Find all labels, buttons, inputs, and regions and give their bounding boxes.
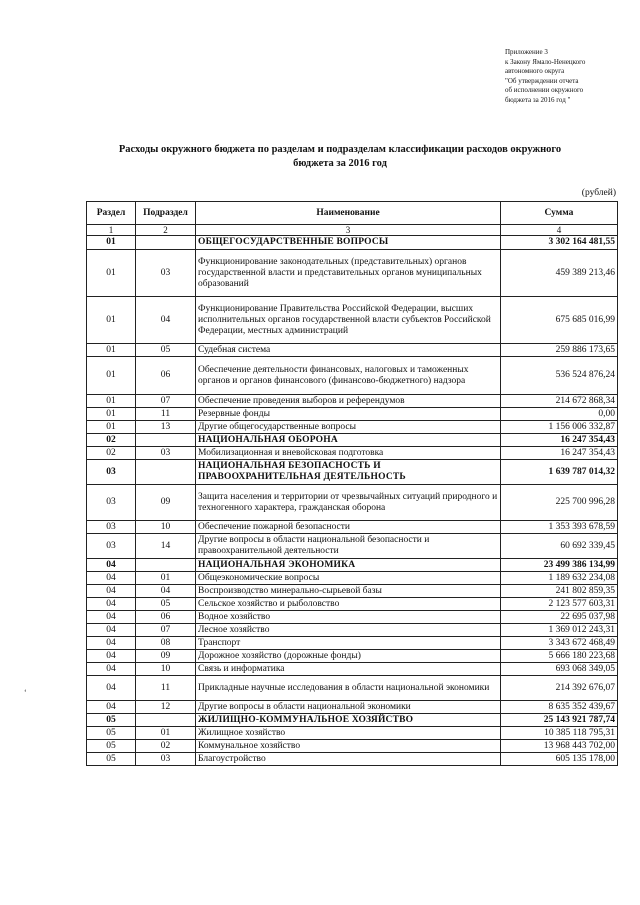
amount: 10 385 118 795,31 xyxy=(501,727,618,740)
item-name: НАЦИОНАЛЬНАЯ ЭКОНОМИКА xyxy=(196,559,501,572)
item-name: Резервные фонды xyxy=(196,408,501,421)
section-code: 04 xyxy=(87,663,136,676)
item-name: Другие вопросы в области национальной экономики xyxy=(196,701,501,714)
amount: 60 692 339,45 xyxy=(501,534,618,559)
amount: 2 123 577 603,31 xyxy=(501,598,618,611)
amount: 5 666 180 223,68 xyxy=(501,650,618,663)
table-row xyxy=(87,650,618,663)
table-row xyxy=(87,624,618,637)
document-title xyxy=(80,143,600,171)
table-row xyxy=(87,250,618,297)
subsection-code: 05 xyxy=(136,598,196,611)
item-name: Функционирование законодательных (представительных) органов государственной власти и представительных органов муниципальных образований xyxy=(196,250,501,297)
margin-mark: ‘ xyxy=(24,688,27,697)
item-name: Обеспечение проведения выборов и референдумов xyxy=(196,395,501,408)
section-code: 03 xyxy=(87,534,136,559)
table-row xyxy=(87,395,618,408)
section-code: 03 xyxy=(87,485,136,521)
amount: 1 189 632 234,08 xyxy=(501,572,618,585)
item-name: Связь и информатика xyxy=(196,663,501,676)
item-name: Общеэкономические вопросы xyxy=(196,572,501,585)
item-name: Мобилизационная и вневойсковая подготовка xyxy=(196,447,501,460)
amount: 0,00 xyxy=(501,408,618,421)
subsection-code: 11 xyxy=(136,408,196,421)
amount: 214 392 676,07 xyxy=(501,676,618,701)
item-name: Обеспечение деятельности финансовых, налоговых и таможенных органов и органов финансового (финансово-бюджетного) надзора xyxy=(196,357,501,395)
header-subsection: Подраздел xyxy=(136,202,196,225)
subsection-code: 13 xyxy=(136,421,196,434)
subsection-code: 01 xyxy=(136,572,196,585)
amount: 241 802 859,35 xyxy=(501,585,618,598)
amount: 605 135 178,00 xyxy=(501,753,618,766)
section-code: 01 xyxy=(87,297,136,344)
units-label: (рублей) xyxy=(581,188,616,198)
amount: 13 968 443 702,00 xyxy=(501,740,618,753)
amount: 3 302 164 481,55 xyxy=(501,236,618,250)
item-name: Судебная система xyxy=(196,344,501,357)
section-code: 02 xyxy=(87,447,136,460)
amount: 675 685 016,99 xyxy=(501,297,618,344)
amount: 16 247 354,43 xyxy=(501,447,618,460)
column-number: 1 xyxy=(87,225,136,236)
section-code: 01 xyxy=(87,408,136,421)
column-number: 4 xyxy=(501,225,618,236)
table-row xyxy=(87,753,618,766)
header-name: Наименование xyxy=(196,202,501,225)
section-code: 01 xyxy=(87,250,136,297)
expenditure-table xyxy=(86,201,618,766)
item-name: Транспорт xyxy=(196,637,501,650)
section-code: 04 xyxy=(87,701,136,714)
subsection-code: 11 xyxy=(136,676,196,701)
subsection-code: 03 xyxy=(136,753,196,766)
appendix-line: бюджета за 2016 год " xyxy=(505,95,571,104)
table-row xyxy=(87,585,618,598)
item-name: Воспроизводство минерально-сырьевой базы xyxy=(196,585,501,598)
amount: 1 156 006 332,87 xyxy=(501,421,618,434)
section-code: 04 xyxy=(87,572,136,585)
amount: 25 143 921 787,74 xyxy=(501,714,618,727)
section-code: 02 xyxy=(87,434,136,447)
subsection-code: 09 xyxy=(136,650,196,663)
section-code: 04 xyxy=(87,637,136,650)
subsection-code: 06 xyxy=(136,357,196,395)
section-code: 04 xyxy=(87,624,136,637)
amount: 8 635 352 439,67 xyxy=(501,701,618,714)
item-name: Лесное хозяйство xyxy=(196,624,501,637)
appendix-line: об исполнении окружного xyxy=(505,86,584,95)
amount: 16 247 354,43 xyxy=(501,434,618,447)
appendix-line: Приложение 3 xyxy=(505,48,548,56)
table-row xyxy=(87,521,618,534)
item-name: НАЦИОНАЛЬНАЯ БЕЗОПАСНОСТЬ И ПРАВООХРАНИТЕЛЬНАЯ ДЕЯТЕЛЬНОСТЬ xyxy=(196,460,501,485)
column-number: 2 xyxy=(136,225,196,236)
subsection-code xyxy=(136,434,196,447)
table-row xyxy=(87,408,618,421)
header-amount: Сумма xyxy=(501,202,618,225)
amount: 22 695 037,98 xyxy=(501,611,618,624)
subsection-code xyxy=(136,714,196,727)
item-name: Другие общегосударственные вопросы xyxy=(196,421,501,434)
section-code: 01 xyxy=(87,395,136,408)
amount: 23 499 386 134,99 xyxy=(501,559,618,572)
title-line-1: Расходы окружного бюджета по разделам и подразделам классификации расходов окружного xyxy=(118,144,562,155)
table-row xyxy=(87,297,618,344)
section-code: 04 xyxy=(87,585,136,598)
subsection-code: 03 xyxy=(136,447,196,460)
table-row xyxy=(87,344,618,357)
section-row xyxy=(87,714,618,727)
subsection-code: 10 xyxy=(136,521,196,534)
subsection-code: 03 xyxy=(136,250,196,297)
table-row xyxy=(87,663,618,676)
subsection-code xyxy=(136,559,196,572)
section-code: 01 xyxy=(87,236,136,250)
section-code: 04 xyxy=(87,559,136,572)
section-code: 01 xyxy=(87,421,136,434)
amount: 225 700 996,28 xyxy=(501,485,618,521)
section-code: 04 xyxy=(87,650,136,663)
item-name: Дорожное хозяйство (дорожные фонды) xyxy=(196,650,501,663)
amount: 1 639 787 014,32 xyxy=(501,460,618,485)
table-row xyxy=(87,598,618,611)
amount: 536 524 876,24 xyxy=(501,357,618,395)
column-number: 3 xyxy=(196,225,501,236)
amount: 3 343 672 468,49 xyxy=(501,637,618,650)
appendix-line: к Закону Ямало-Ненецкого xyxy=(505,57,586,66)
subsection-code: 01 xyxy=(136,727,196,740)
item-name: Благоустройство xyxy=(196,753,501,766)
table-row xyxy=(87,447,618,460)
subsection-code: 08 xyxy=(136,637,196,650)
table-row xyxy=(87,637,618,650)
item-name: Функционирование Правительства Российской Федерации, высших исполнительных органов государственной власти субъектов Российской Федерации, местных администраций xyxy=(196,297,501,344)
section-code: 03 xyxy=(87,460,136,485)
subsection-code: 07 xyxy=(136,624,196,637)
subsection-code: 07 xyxy=(136,395,196,408)
subsection-code xyxy=(136,236,196,250)
section-code: 04 xyxy=(87,598,136,611)
table-row xyxy=(87,534,618,559)
title-line-2: бюджета за 2016 год xyxy=(293,158,387,169)
section-code: 01 xyxy=(87,344,136,357)
table-row xyxy=(87,701,618,714)
section-row xyxy=(87,460,618,485)
section-code: 04 xyxy=(87,611,136,624)
amount: 459 389 213,46 xyxy=(501,250,618,297)
item-name: ЖИЛИЩНО-КОММУНАЛЬНОЕ ХОЗЯЙСТВО xyxy=(196,714,501,727)
table-row xyxy=(87,357,618,395)
table-header-row xyxy=(87,202,618,225)
item-name: Сельское хозяйство и рыболовство xyxy=(196,598,501,611)
appendix-line: "Об утверждении отчета xyxy=(505,76,579,85)
table-body xyxy=(87,236,618,766)
item-name: Жилищное хозяйство xyxy=(196,727,501,740)
table-row xyxy=(87,740,618,753)
section-code: 03 xyxy=(87,521,136,534)
section-row xyxy=(87,559,618,572)
section-code: 04 xyxy=(87,676,136,701)
appendix-line: автономного округа xyxy=(505,67,565,76)
subsection-code xyxy=(136,460,196,485)
subsection-code: 06 xyxy=(136,611,196,624)
item-name: Водное хозяйство xyxy=(196,611,501,624)
table-row xyxy=(87,727,618,740)
appendix-note xyxy=(505,48,635,106)
table-row xyxy=(87,572,618,585)
amount: 214 672 868,34 xyxy=(501,395,618,408)
header-section: Раздел xyxy=(87,202,136,225)
amount: 1 353 393 678,59 xyxy=(501,521,618,534)
section-row xyxy=(87,236,618,250)
subsection-code: 04 xyxy=(136,585,196,598)
subsection-code: 09 xyxy=(136,485,196,521)
item-name: Другие вопросы в области национальной безопасности и правоохранительной деятельности xyxy=(196,534,501,559)
item-name: Прикладные научные исследования в области национальной экономики xyxy=(196,676,501,701)
table-row xyxy=(87,611,618,624)
table-row xyxy=(87,421,618,434)
subsection-code: 04 xyxy=(136,297,196,344)
item-name: Защита населения и территории от чрезвычайных ситуаций природного и техногенного характера, гражданская оборона xyxy=(196,485,501,521)
table-row xyxy=(87,485,618,521)
section-code: 05 xyxy=(87,753,136,766)
column-number-row xyxy=(87,225,618,236)
subsection-code: 02 xyxy=(136,740,196,753)
section-code: 05 xyxy=(87,740,136,753)
section-code: 05 xyxy=(87,714,136,727)
amount: 693 068 349,05 xyxy=(501,663,618,676)
item-name: ОБЩЕГОСУДАРСТВЕННЫЕ ВОПРОСЫ xyxy=(196,236,501,250)
subsection-code: 12 xyxy=(136,701,196,714)
subsection-code: 14 xyxy=(136,534,196,559)
item-name: Обеспечение пожарной безопасности xyxy=(196,521,501,534)
amount: 259 886 173,65 xyxy=(501,344,618,357)
item-name: НАЦИОНАЛЬНАЯ ОБОРОНА xyxy=(196,434,501,447)
section-code: 05 xyxy=(87,727,136,740)
subsection-code: 10 xyxy=(136,663,196,676)
section-code: 01 xyxy=(87,357,136,395)
subsection-code: 05 xyxy=(136,344,196,357)
item-name: Коммунальное хозяйство xyxy=(196,740,501,753)
section-row xyxy=(87,434,618,447)
table-row xyxy=(87,676,618,701)
amount: 1 369 012 243,31 xyxy=(501,624,618,637)
